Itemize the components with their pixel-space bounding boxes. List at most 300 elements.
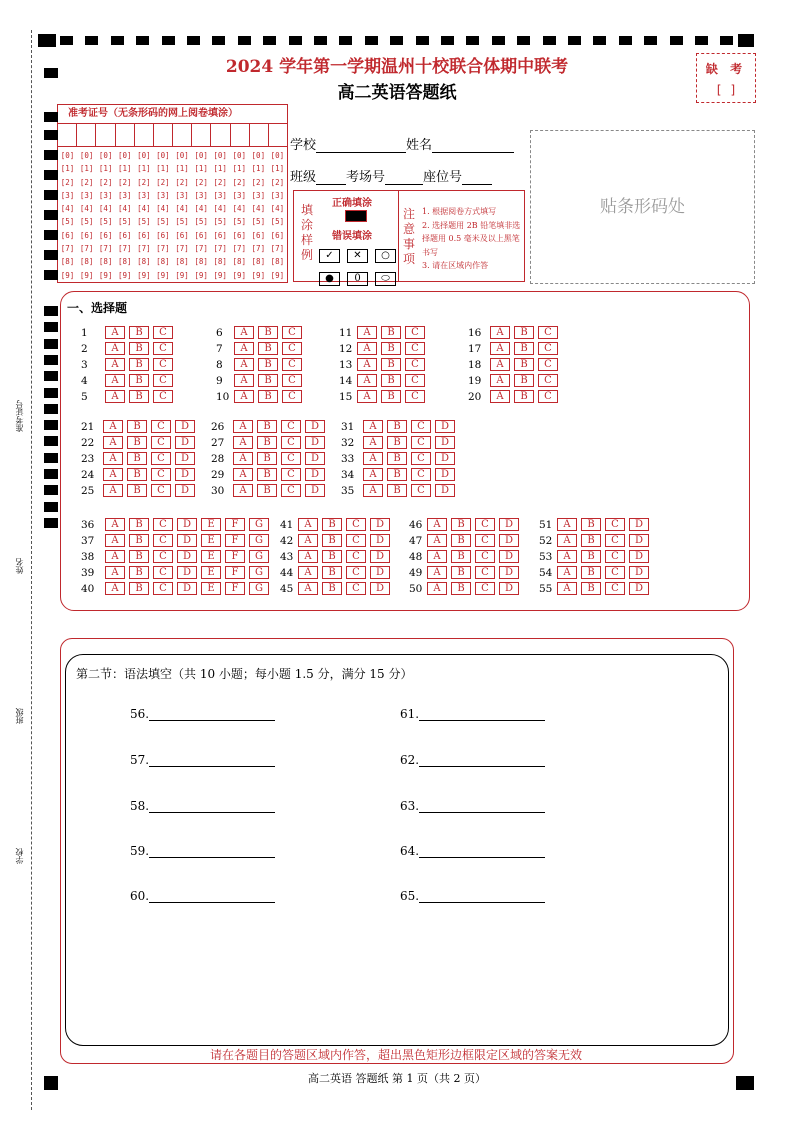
exam-digit-write-cell[interactable] [96, 124, 115, 146]
exam-digit-bubble[interactable]: [5] [232, 217, 247, 227]
exam-digit-bubble[interactable]: [7] [98, 244, 113, 254]
option-b-bubble[interactable]: B [258, 342, 278, 355]
exam-digit-bubble[interactable]: [8] [270, 257, 285, 267]
exam-digit-bubble[interactable]: [0] [213, 151, 227, 160]
option-d-bubble[interactable]: D [305, 468, 325, 481]
exam-digit-bubble[interactable]: [4] [118, 204, 132, 214]
option-d-bubble[interactable]: D [435, 468, 455, 481]
exam-digit-bubble[interactable]: [5] [251, 217, 266, 227]
option-c-bubble[interactable]: C [475, 550, 495, 563]
option-d-bubble[interactable]: D [499, 534, 519, 547]
option-b-bubble[interactable]: B [381, 326, 401, 339]
option-b-bubble[interactable]: B [387, 436, 407, 449]
exam-digit-bubble[interactable]: [7] [60, 244, 75, 254]
option-a-bubble[interactable]: A [357, 326, 377, 339]
option-b-bubble[interactable]: B [257, 484, 277, 497]
exam-digit-bubble[interactable]: [1] [251, 164, 266, 174]
option-a-bubble[interactable]: A [427, 550, 447, 563]
option-f-bubble[interactable]: F [225, 518, 245, 531]
option-b-bubble[interactable]: B [451, 582, 471, 595]
exam-digit-bubble[interactable]: [3] [251, 190, 266, 200]
option-c-bubble[interactable]: C [411, 452, 431, 465]
option-c-bubble[interactable]: C [346, 518, 366, 531]
option-c-bubble[interactable]: C [411, 420, 431, 433]
room-line[interactable] [385, 170, 423, 185]
exam-digit-column[interactable] [134, 149, 153, 282]
option-b-bubble[interactable]: B [514, 326, 534, 339]
option-c-bubble[interactable]: C [153, 518, 173, 531]
option-a-bubble[interactable]: A [357, 358, 377, 371]
option-d-bubble[interactable]: D [177, 534, 197, 547]
exam-digit-bubble[interactable]: [2] [232, 177, 247, 187]
option-b-bubble[interactable]: B [257, 452, 277, 465]
option-c-bubble[interactable]: C [153, 374, 173, 387]
exam-digit-bubble[interactable]: [4] [60, 204, 75, 214]
exam-digit-column[interactable] [58, 149, 77, 282]
exam-digit-bubble[interactable]: [3] [98, 190, 113, 200]
exam-digit-bubble[interactable]: [4] [79, 204, 94, 214]
option-d-bubble[interactable]: D [435, 452, 455, 465]
option-a-bubble[interactable]: A [557, 518, 577, 531]
exam-number-write-row[interactable] [58, 124, 287, 147]
option-c-bubble[interactable]: C [538, 358, 558, 371]
exam-digit-bubble[interactable]: [3] [60, 190, 75, 200]
exam-digit-bubble[interactable]: [4] [137, 204, 151, 214]
option-b-bubble[interactable]: B [322, 582, 342, 595]
exam-digit-bubble[interactable]: [2] [98, 177, 113, 187]
option-b-bubble[interactable]: B [127, 420, 147, 433]
exam-digit-bubble[interactable]: [0] [137, 151, 151, 160]
option-a-bubble[interactable]: A [298, 518, 318, 531]
option-c-bubble[interactable]: C [282, 326, 302, 339]
exam-digit-bubble[interactable]: [0] [79, 151, 94, 160]
option-c-bubble[interactable]: C [411, 436, 431, 449]
option-d-bubble[interactable]: D [305, 452, 325, 465]
option-c-bubble[interactable]: C [405, 358, 425, 371]
exam-digit-bubble[interactable]: [8] [156, 257, 170, 267]
option-a-bubble[interactable]: A [363, 468, 383, 481]
option-a-bubble[interactable]: A [234, 358, 254, 371]
option-b-bubble[interactable]: B [581, 550, 601, 563]
option-a-bubble[interactable]: A [233, 420, 253, 433]
option-a-bubble[interactable]: A [357, 374, 377, 387]
option-c-bubble[interactable]: C [151, 436, 171, 449]
exam-digit-bubble[interactable]: [8] [194, 257, 208, 267]
option-c-bubble[interactable]: C [605, 566, 625, 579]
option-b-bubble[interactable]: B [451, 518, 471, 531]
exam-digit-bubble[interactable]: [9] [98, 270, 113, 280]
exam-digit-bubble[interactable]: [7] [232, 244, 247, 254]
answer-line[interactable] [130, 844, 275, 858]
option-c-bubble[interactable]: C [151, 420, 171, 433]
option-a-bubble[interactable]: A [490, 374, 510, 387]
option-d-bubble[interactable]: D [175, 420, 195, 433]
exam-digit-bubble[interactable]: [5] [60, 217, 75, 227]
exam-digit-bubble[interactable]: [2] [118, 177, 132, 187]
option-b-bubble[interactable]: B [257, 436, 277, 449]
exam-digit-write-cell[interactable] [135, 124, 154, 146]
exam-number-bubble-grid[interactable] [58, 147, 287, 282]
option-c-bubble[interactable]: C [538, 326, 558, 339]
answer-line[interactable] [130, 707, 275, 721]
exam-digit-bubble[interactable]: [6] [118, 230, 132, 240]
exam-digit-bubble[interactable]: [8] [118, 257, 132, 267]
option-c-bubble[interactable]: C [153, 582, 173, 595]
exam-digit-bubble[interactable]: [7] [194, 244, 208, 254]
exam-digit-bubble[interactable]: [7] [270, 244, 285, 254]
answer-line[interactable] [130, 889, 275, 903]
exam-digit-bubble[interactable]: [4] [270, 204, 285, 214]
option-c-bubble[interactable]: C [346, 550, 366, 563]
option-b-bubble[interactable]: B [514, 342, 534, 355]
exam-digit-bubble[interactable]: [1] [60, 164, 75, 174]
option-a-bubble[interactable]: A [427, 534, 447, 547]
exam-digit-bubble[interactable]: [5] [194, 217, 208, 227]
option-a-bubble[interactable]: A [233, 452, 253, 465]
exam-digit-bubble[interactable]: [5] [213, 217, 227, 227]
exam-digit-bubble[interactable]: [8] [232, 257, 247, 267]
exam-digit-bubble[interactable]: [3] [137, 190, 151, 200]
answer-line[interactable] [400, 844, 545, 858]
option-b-bubble[interactable]: B [581, 582, 601, 595]
option-c-bubble[interactable]: C [282, 342, 302, 355]
option-g-bubble[interactable]: G [249, 582, 269, 595]
option-d-bubble[interactable]: D [629, 582, 649, 595]
option-d-bubble[interactable]: D [370, 550, 390, 563]
exam-digit-bubble[interactable]: [7] [156, 244, 170, 254]
option-a-bubble[interactable]: A [103, 468, 123, 481]
exam-digit-bubble[interactable]: [8] [60, 257, 75, 267]
exam-digit-bubble[interactable]: [4] [213, 204, 227, 214]
option-f-bubble[interactable]: F [225, 534, 245, 547]
option-c-bubble[interactable]: C [282, 374, 302, 387]
exam-digit-bubble[interactable]: [9] [232, 270, 247, 280]
option-d-bubble[interactable]: D [435, 484, 455, 497]
answer-line[interactable] [400, 707, 545, 721]
exam-digit-bubble[interactable]: [1] [79, 164, 94, 174]
option-a-bubble[interactable]: A [105, 582, 125, 595]
option-c-bubble[interactable]: C [153, 390, 173, 403]
option-a-bubble[interactable]: A [557, 566, 577, 579]
option-g-bubble[interactable]: G [249, 518, 269, 531]
exam-digit-bubble[interactable]: [5] [156, 217, 170, 227]
exam-digit-bubble[interactable]: [5] [118, 217, 132, 227]
option-c-bubble[interactable]: C [153, 566, 173, 579]
exam-digit-bubble[interactable]: [1] [98, 164, 113, 174]
option-c-bubble[interactable]: C [538, 390, 558, 403]
option-a-bubble[interactable]: A [103, 420, 123, 433]
option-d-bubble[interactable]: D [305, 420, 325, 433]
option-d-bubble[interactable]: D [175, 484, 195, 497]
exam-digit-bubble[interactable]: [3] [213, 190, 227, 200]
answer-line[interactable] [130, 799, 275, 813]
option-c-bubble[interactable]: C [405, 390, 425, 403]
exam-digit-bubble[interactable]: [1] [137, 164, 151, 174]
exam-digit-bubble[interactable]: [4] [175, 204, 189, 214]
exam-digit-bubble[interactable]: [4] [194, 204, 208, 214]
option-d-bubble[interactable]: D [435, 436, 455, 449]
option-c-bubble[interactable]: C [281, 436, 301, 449]
exam-digit-bubble[interactable]: [6] [194, 230, 208, 240]
exam-digit-bubble[interactable]: [7] [118, 244, 132, 254]
exam-digit-bubble[interactable]: [7] [175, 244, 189, 254]
option-b-bubble[interactable]: B [129, 390, 149, 403]
option-b-bubble[interactable]: B [387, 420, 407, 433]
exam-digit-bubble[interactable]: [4] [251, 204, 266, 214]
option-b-bubble[interactable]: B [129, 374, 149, 387]
option-b-bubble[interactable]: B [387, 484, 407, 497]
option-a-bubble[interactable]: A [105, 326, 125, 339]
class-line[interactable] [316, 170, 346, 185]
option-a-bubble[interactable]: A [363, 484, 383, 497]
exam-digit-bubble[interactable]: [2] [175, 177, 189, 187]
option-b-bubble[interactable]: B [127, 468, 147, 481]
option-d-bubble[interactable]: D [499, 518, 519, 531]
option-d-bubble[interactable]: D [177, 566, 197, 579]
option-a-bubble[interactable]: A [105, 374, 125, 387]
exam-digit-write-cell[interactable] [192, 124, 211, 146]
option-b-bubble[interactable]: B [514, 374, 534, 387]
exam-digit-bubble[interactable]: [1] [118, 164, 132, 174]
option-c-bubble[interactable]: C [281, 468, 301, 481]
option-d-bubble[interactable]: D [370, 518, 390, 531]
exam-digit-bubble[interactable]: [0] [194, 151, 208, 160]
option-a-bubble[interactable]: A [363, 436, 383, 449]
exam-digit-bubble[interactable]: [2] [251, 177, 266, 187]
option-d-bubble[interactable]: D [629, 518, 649, 531]
school-field[interactable] [290, 134, 514, 153]
exam-digit-bubble[interactable]: [6] [60, 230, 75, 240]
exam-digit-bubble[interactable]: [9] [118, 270, 132, 280]
option-a-bubble[interactable]: A [234, 326, 254, 339]
option-c-bubble[interactable]: C [346, 534, 366, 547]
exam-digit-write-cell[interactable] [211, 124, 230, 146]
exam-digit-bubble[interactable]: [9] [251, 270, 266, 280]
option-d-bubble[interactable]: D [175, 452, 195, 465]
exam-digit-bubble[interactable]: [1] [232, 164, 247, 174]
exam-digit-bubble[interactable]: [7] [137, 244, 151, 254]
exam-digit-bubble[interactable]: [6] [251, 230, 266, 240]
option-c-bubble[interactable]: C [153, 326, 173, 339]
exam-digit-column[interactable] [211, 149, 230, 282]
exam-digit-bubble[interactable]: [2] [137, 177, 151, 187]
option-c-bubble[interactable]: C [605, 582, 625, 595]
exam-digit-bubble[interactable]: [5] [98, 217, 113, 227]
option-a-bubble[interactable]: A [427, 518, 447, 531]
option-d-bubble[interactable]: D [499, 550, 519, 563]
exam-digit-bubble[interactable]: [9] [79, 270, 94, 280]
option-e-bubble[interactable]: E [201, 550, 221, 563]
option-f-bubble[interactable]: F [225, 566, 245, 579]
option-g-bubble[interactable]: G [249, 550, 269, 563]
exam-digit-column[interactable] [249, 149, 268, 282]
option-c-bubble[interactable]: C [411, 468, 431, 481]
exam-digit-bubble[interactable]: [6] [270, 230, 285, 240]
option-b-bubble[interactable]: B [387, 468, 407, 481]
exam-digit-bubble[interactable]: [0] [60, 151, 75, 160]
option-b-bubble[interactable]: B [514, 358, 534, 371]
option-c-bubble[interactable]: C [605, 534, 625, 547]
option-a-bubble[interactable]: A [490, 358, 510, 371]
option-b-bubble[interactable]: B [581, 534, 601, 547]
option-a-bubble[interactable]: A [490, 342, 510, 355]
option-c-bubble[interactable]: C [405, 374, 425, 387]
option-d-bubble[interactable]: D [305, 484, 325, 497]
option-c-bubble[interactable]: C [281, 484, 301, 497]
option-d-bubble[interactable]: D [499, 582, 519, 595]
exam-digit-bubble[interactable]: [7] [79, 244, 94, 254]
option-d-bubble[interactable]: D [629, 550, 649, 563]
exam-digit-column[interactable] [192, 149, 211, 282]
exam-digit-bubble[interactable]: [3] [79, 190, 94, 200]
option-c-bubble[interactable]: C [281, 452, 301, 465]
exam-digit-bubble[interactable]: [2] [270, 177, 285, 187]
exam-digit-bubble[interactable]: [9] [156, 270, 170, 280]
exam-digit-bubble[interactable]: [0] [251, 151, 266, 160]
option-f-bubble[interactable]: F [225, 550, 245, 563]
exam-digit-write-cell[interactable] [58, 124, 77, 146]
option-b-bubble[interactable]: B [322, 534, 342, 547]
option-d-bubble[interactable]: D [629, 534, 649, 547]
exam-digit-column[interactable] [96, 149, 115, 282]
option-c-bubble[interactable]: C [605, 518, 625, 531]
exam-digit-bubble[interactable]: [4] [98, 204, 113, 214]
option-a-bubble[interactable]: A [557, 582, 577, 595]
exam-digit-bubble[interactable]: [5] [175, 217, 189, 227]
exam-digit-bubble[interactable]: [1] [194, 164, 208, 174]
option-b-bubble[interactable]: B [451, 550, 471, 563]
option-a-bubble[interactable]: A [357, 342, 377, 355]
option-b-bubble[interactable]: B [322, 518, 342, 531]
option-b-bubble[interactable]: B [129, 550, 149, 563]
option-c-bubble[interactable]: C [475, 582, 495, 595]
option-b-bubble[interactable]: B [381, 390, 401, 403]
option-d-bubble[interactable]: D [177, 582, 197, 595]
option-b-bubble[interactable]: B [129, 326, 149, 339]
option-d-bubble[interactable]: D [370, 566, 390, 579]
option-d-bubble[interactable]: D [177, 518, 197, 531]
answer-line[interactable] [130, 753, 275, 767]
option-b-bubble[interactable]: B [381, 342, 401, 355]
exam-digit-write-cell[interactable] [269, 124, 287, 146]
option-b-bubble[interactable]: B [129, 582, 149, 595]
option-a-bubble[interactable]: A [298, 534, 318, 547]
exam-digit-bubble[interactable]: [0] [156, 151, 170, 160]
exam-digit-bubble[interactable]: [8] [137, 257, 151, 267]
exam-digit-bubble[interactable]: [8] [213, 257, 227, 267]
exam-digit-bubble[interactable]: [6] [79, 230, 94, 240]
exam-digit-bubble[interactable]: [1] [175, 164, 189, 174]
option-d-bubble[interactable]: D [629, 566, 649, 579]
option-a-bubble[interactable]: A [103, 452, 123, 465]
option-c-bubble[interactable]: C [151, 452, 171, 465]
exam-digit-bubble[interactable]: [3] [175, 190, 189, 200]
option-c-bubble[interactable]: C [405, 326, 425, 339]
option-c-bubble[interactable]: C [475, 566, 495, 579]
option-a-bubble[interactable]: A [363, 420, 383, 433]
option-c-bubble[interactable]: C [153, 550, 173, 563]
exam-digit-write-cell[interactable] [173, 124, 192, 146]
exam-digit-column[interactable] [172, 149, 191, 282]
exam-digit-column[interactable] [230, 149, 249, 282]
option-c-bubble[interactable]: C [282, 390, 302, 403]
exam-digit-bubble[interactable]: [3] [194, 190, 208, 200]
option-a-bubble[interactable]: A [105, 566, 125, 579]
exam-digit-write-cell[interactable] [154, 124, 173, 146]
exam-digit-bubble[interactable]: [8] [79, 257, 94, 267]
option-d-bubble[interactable]: D [175, 436, 195, 449]
option-b-bubble[interactable]: B [258, 358, 278, 371]
exam-digit-bubble[interactable]: [2] [194, 177, 208, 187]
option-c-bubble[interactable]: C [281, 420, 301, 433]
exam-digit-bubble[interactable]: [9] [194, 270, 208, 280]
exam-digit-bubble[interactable]: [8] [175, 257, 189, 267]
option-b-bubble[interactable]: B [322, 566, 342, 579]
exam-digit-bubble[interactable]: [3] [156, 190, 170, 200]
exam-digit-bubble[interactable]: [0] [175, 151, 189, 160]
exam-digit-bubble[interactable]: [4] [156, 204, 170, 214]
option-a-bubble[interactable]: A [557, 550, 577, 563]
option-a-bubble[interactable]: A [363, 452, 383, 465]
option-a-bubble[interactable]: A [233, 484, 253, 497]
option-a-bubble[interactable]: A [357, 390, 377, 403]
exam-digit-bubble[interactable]: [9] [60, 270, 75, 280]
exam-digit-bubble[interactable]: [6] [213, 230, 227, 240]
option-a-bubble[interactable]: A [490, 326, 510, 339]
exam-digit-bubble[interactable]: [2] [156, 177, 170, 187]
exam-digit-bubble[interactable]: [8] [98, 257, 113, 267]
option-c-bubble[interactable]: C [475, 518, 495, 531]
exam-digit-bubble[interactable]: [5] [137, 217, 151, 227]
option-b-bubble[interactable]: B [387, 452, 407, 465]
exam-digit-bubble[interactable]: [9] [175, 270, 189, 280]
option-c-bubble[interactable]: C [405, 342, 425, 355]
exam-digit-bubble[interactable]: [7] [213, 244, 227, 254]
exam-digit-bubble[interactable]: [0] [98, 151, 113, 160]
exam-digit-bubble[interactable]: [9] [213, 270, 227, 280]
option-d-bubble[interactable]: D [305, 436, 325, 449]
option-a-bubble[interactable]: A [234, 342, 254, 355]
exam-digit-bubble[interactable]: [4] [232, 204, 247, 214]
exam-digit-column[interactable] [77, 149, 96, 282]
option-b-bubble[interactable]: B [258, 374, 278, 387]
exam-digit-bubble[interactable]: [1] [270, 164, 285, 174]
absent-checkbox[interactable]: [ ] [715, 83, 737, 97]
answer-line[interactable] [400, 889, 545, 903]
exam-digit-column[interactable] [268, 149, 287, 282]
option-b-bubble[interactable]: B [581, 518, 601, 531]
option-c-bubble[interactable]: C [411, 484, 431, 497]
exam-digit-write-cell[interactable] [231, 124, 250, 146]
option-a-bubble[interactable]: A [103, 484, 123, 497]
option-a-bubble[interactable]: A [233, 468, 253, 481]
option-a-bubble[interactable]: A [103, 436, 123, 449]
option-b-bubble[interactable]: B [129, 566, 149, 579]
option-b-bubble[interactable]: B [451, 534, 471, 547]
option-c-bubble[interactable]: C [605, 550, 625, 563]
option-b-bubble[interactable]: B [258, 326, 278, 339]
option-a-bubble[interactable]: A [298, 566, 318, 579]
name-line[interactable] [432, 138, 514, 153]
exam-digit-bubble[interactable]: [5] [270, 217, 285, 227]
option-b-bubble[interactable]: B [322, 550, 342, 563]
option-c-bubble[interactable]: C [153, 358, 173, 371]
option-b-bubble[interactable]: B [129, 358, 149, 371]
option-a-bubble[interactable]: A [427, 566, 447, 579]
option-b-bubble[interactable]: B [451, 566, 471, 579]
option-e-bubble[interactable]: E [201, 534, 221, 547]
option-d-bubble[interactable]: D [175, 468, 195, 481]
